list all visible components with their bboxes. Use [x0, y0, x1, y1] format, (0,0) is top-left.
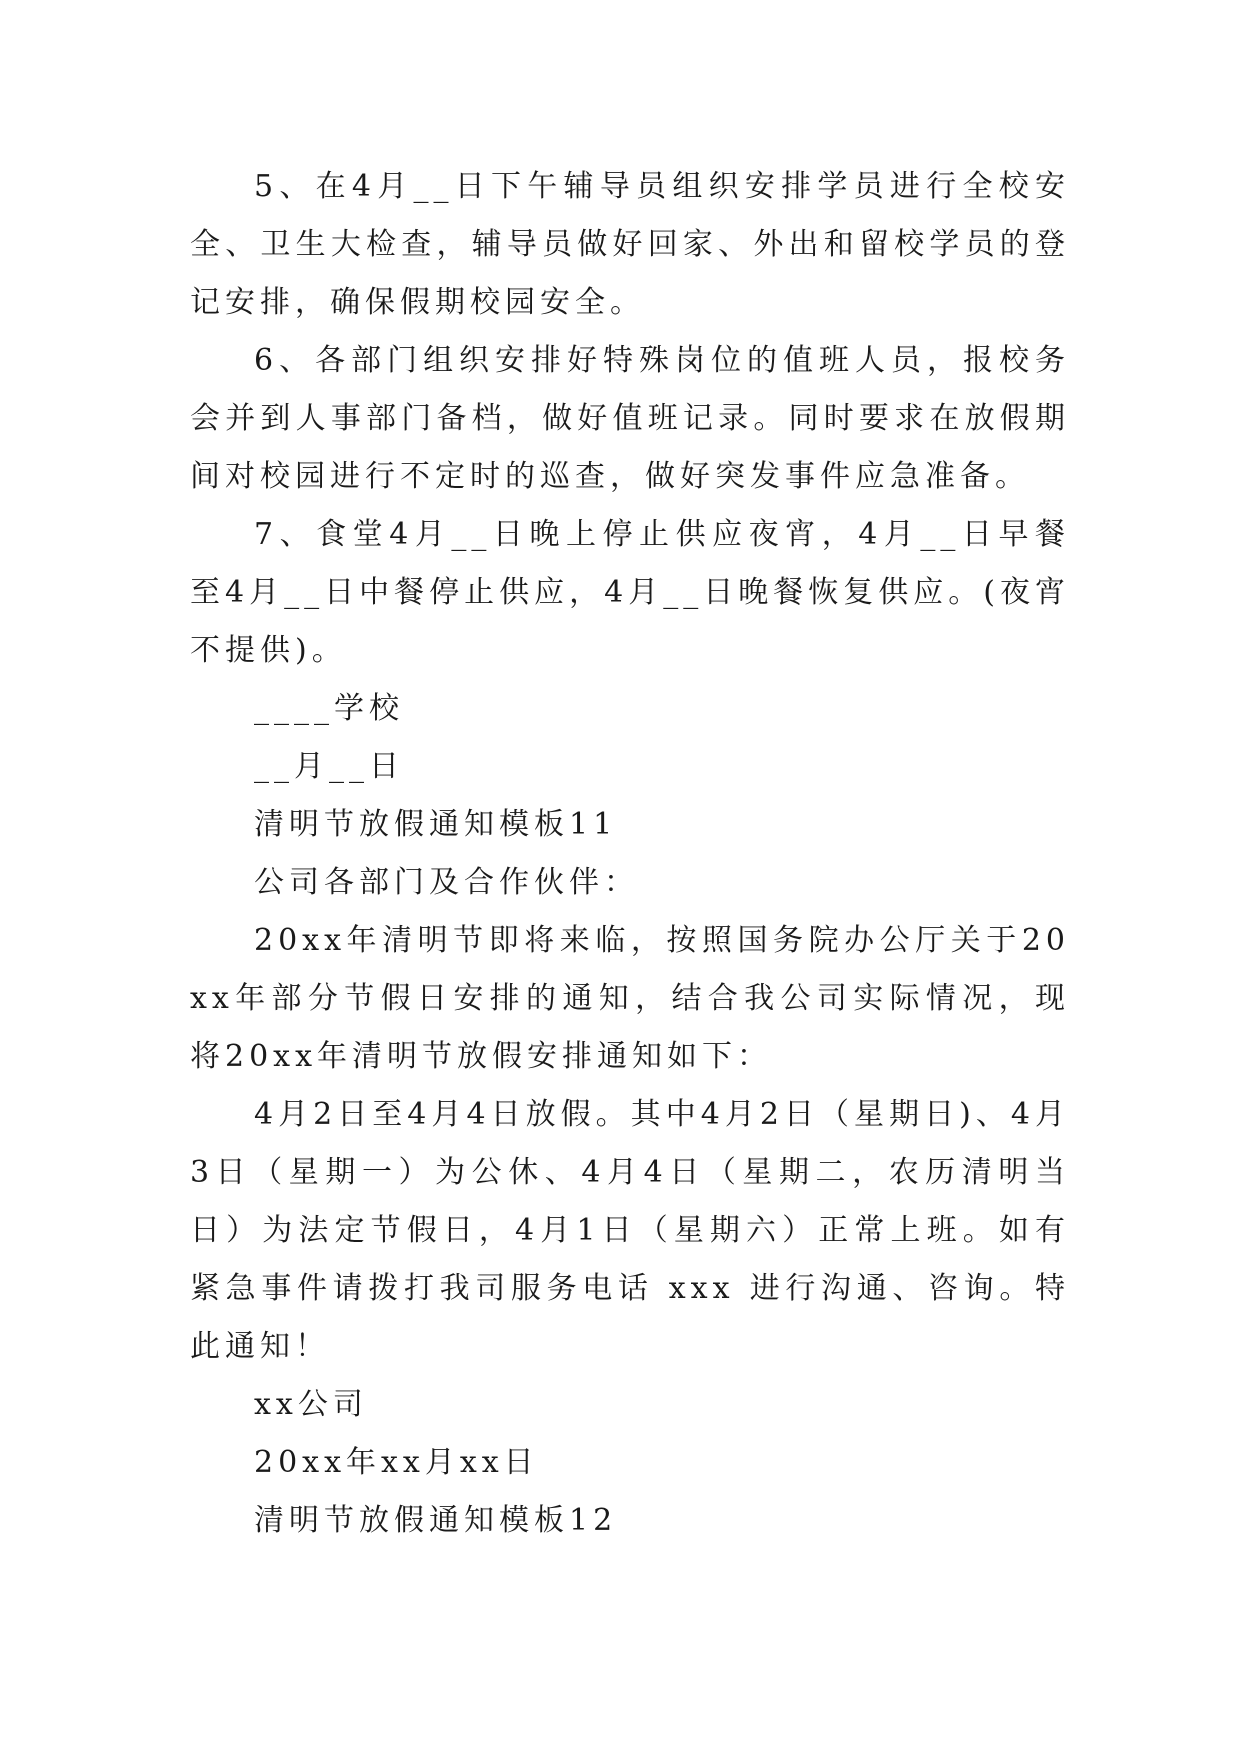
- intro-paragraph: 20xx年清明节即将来临，按照国务院办公厅关于20xx年部分节假日安排的通知，结合我公司实际情况，现将20xx年清明节放假安排通知如下：: [190, 923, 1070, 1074]
- template-11-heading: 清明节放假通知模板11: [254, 807, 618, 842]
- company-date: 20xx年xx月xx日: [254, 1445, 539, 1480]
- schedule-paragraph: 4月2日至4月4日放假。其中4月2日（星期日)、4月3日（星期一）为公休、4月4日（星期二，农历清明当日）为法定节假日，4月1日（星期六）正常上班。如有紧急事件请拨打我司服务电话 xxx 进行沟通、咨询。特此通知！: [190, 1097, 1070, 1364]
- item-5-paragraph: 5、在4月__日下午辅导员组织安排学员进行全校安全、卫生大检查，辅导员做好回家、外出和留校学员的登记安排，确保假期校园安全。: [190, 169, 1070, 320]
- document-body: [190, 158, 1070, 1550]
- item-6-paragraph: 6、各部门组织安排好特殊岗位的值班人员，报校务会并到人事部门备档，做好值班记录。同时要求在放假期间对校园进行不定时的巡查，做好突发事件应急准备。: [190, 343, 1070, 494]
- school-date: __月__日: [254, 749, 404, 784]
- salutation: 公司各部门及合作伙伴：: [254, 865, 639, 900]
- template-12-heading: 清明节放假通知模板12: [254, 1503, 618, 1538]
- school-signature: ____学校: [254, 691, 404, 726]
- item-7-paragraph: 7、食堂4月__日晚上停止供应夜宵，4月__日早餐至4月__日中餐停止供应，4月__日晚餐恢复供应。(夜宵不提供)。: [190, 517, 1070, 668]
- company-signature: xx公司: [254, 1387, 368, 1422]
